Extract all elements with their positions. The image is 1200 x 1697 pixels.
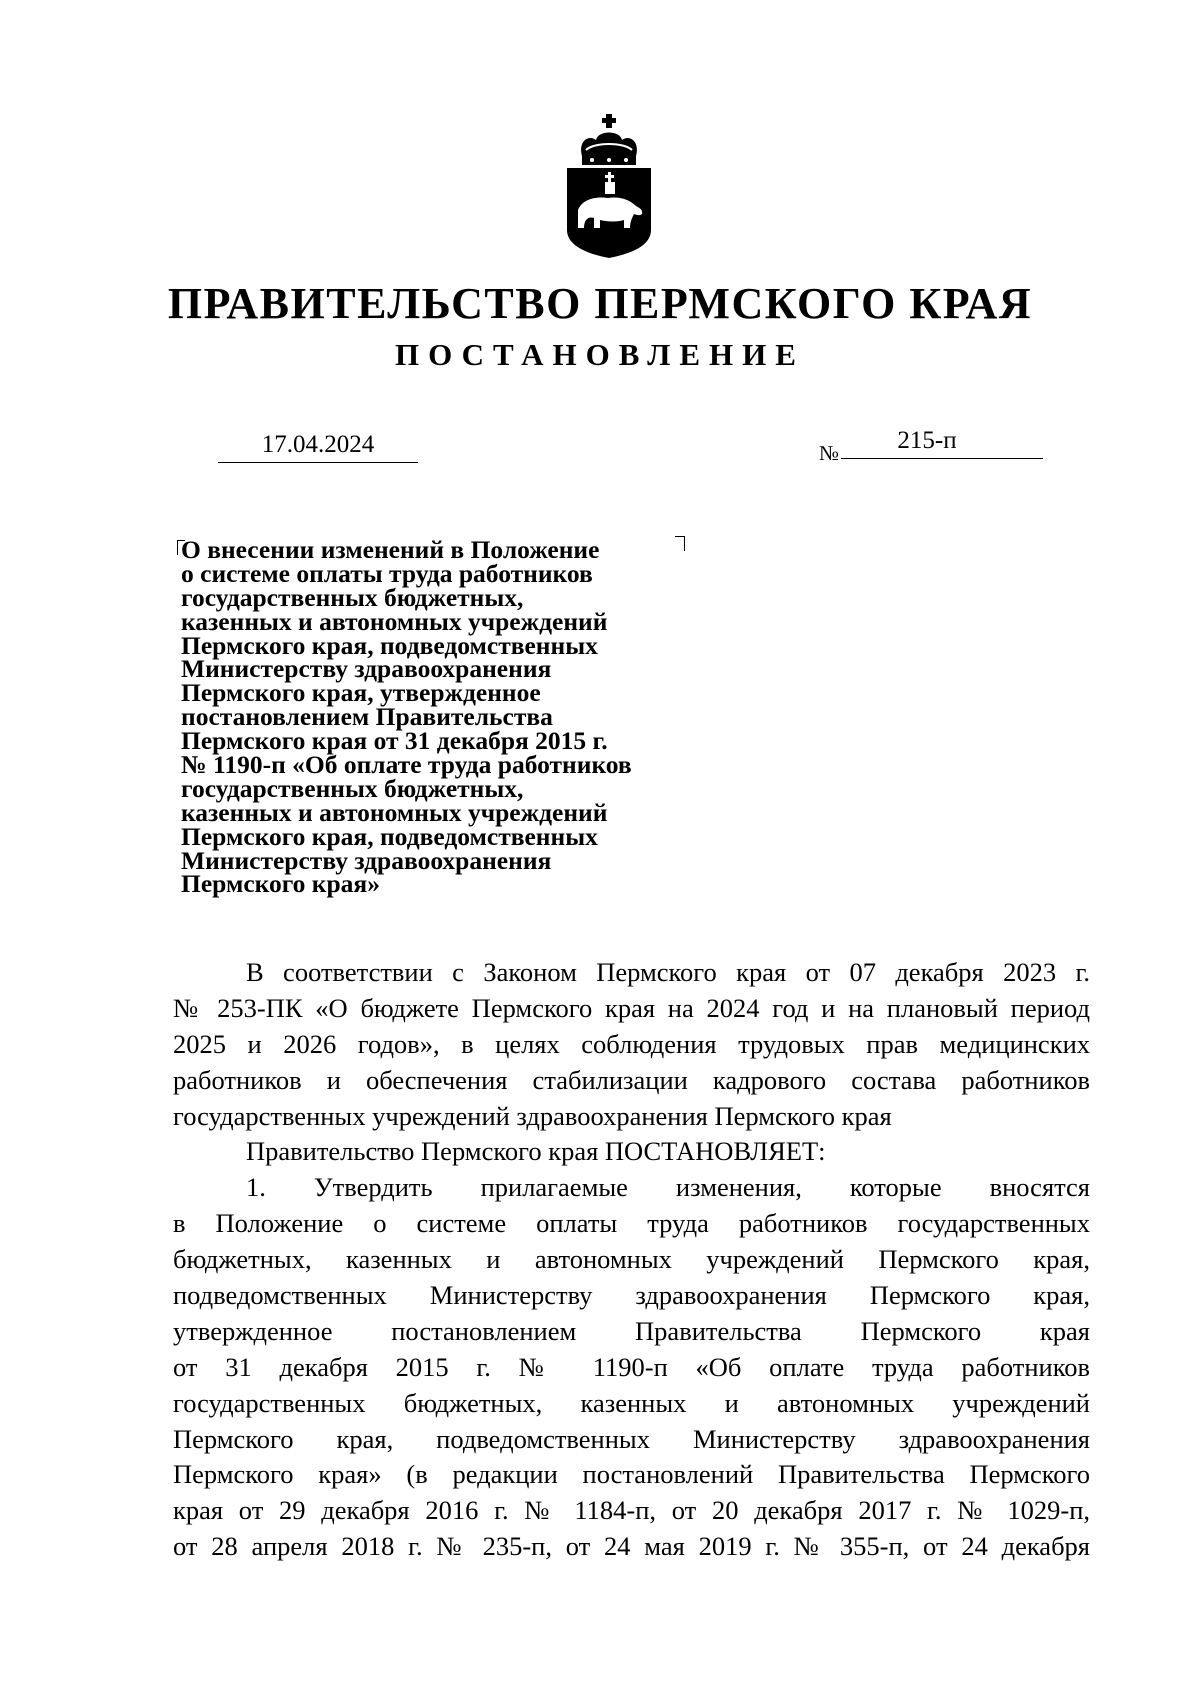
subject-line: казенных и автономных учреждений: [181, 606, 608, 636]
body-line: Пермского края» (в редакции постановлений Правительства Пермского: [173, 1459, 1090, 1490]
document-body: [173, 955, 1090, 1565]
subject-line: государственных бюджетных,: [181, 773, 524, 803]
document-subject: [181, 535, 721, 899]
body-line: В соответствии с Законом Пермского края от 07 декабря 2023 г.: [246, 957, 1090, 987]
body-line: государственных бюджетных, казенных и автономных учреждений: [173, 1387, 1090, 1418]
body-line: бюджетных, казенных и автономных учреждений Пермского края,: [173, 1244, 1090, 1275]
body-line: в Положение о системе оплаты труда работников государственных: [173, 1208, 1090, 1239]
document-date: 17.04.2024: [261, 431, 375, 458]
subject-line: Пермского края от 31 декабря 2015 г.: [181, 726, 608, 756]
body-line: утвержденное постановлением Правительства Пермского края: [173, 1315, 1090, 1346]
subject-line: Министерству здравоохранения: [181, 845, 552, 875]
organization-title: ПРАВИТЕЛЬСТВО ПЕРМСКОГО КРАЯ: [167, 279, 1033, 328]
body-line: Пермского края, подведомственных Министерству здравоохранения: [173, 1423, 1090, 1454]
body-line: от 28 апреля 2018 г. № 235-п, от 24 мая 2019 г. № 355-п, от 24 декабря: [173, 1531, 1090, 1562]
document-number-field: [841, 424, 1043, 459]
body-line: 2025 и 2026 годов», в целях соблюдения трудовых прав медицинских: [173, 1028, 1090, 1059]
subject-line: О внесении изменений в Положение: [181, 535, 600, 564]
body-line: подведомственных Министерству здравоохранения Пермского края,: [173, 1280, 1090, 1311]
subject-line: Пермского края, подведомственных: [181, 630, 598, 660]
subject-line: постановлением Правительства: [181, 702, 553, 732]
body-line: государственных учреждений здравоохранения Пермского края: [173, 1100, 892, 1131]
document-type-title: ПОСТАНОВЛЕНИЕ: [395, 337, 805, 372]
body-line: № 253-ПК «О бюджете Пермского края на 2024 год и на плановый период: [173, 992, 1090, 1023]
body-line: работников и обеспечения стабилизации кадрового состава работников: [173, 1064, 1090, 1095]
body-line: 1. Утвердить прилагаемые изменения, которые вносятся: [246, 1172, 1090, 1203]
subject-line: о системе оплаты труда работников: [181, 558, 593, 588]
body-line: от 31 декабря 2015 г. № 1190-п «Об оплате труда работников: [173, 1351, 1090, 1382]
body-line: края от 29 декабря 2016 г. № 1184-п, от 20 декабря 2017 г. № 1029-п,: [173, 1495, 1090, 1526]
subject-line: казенных и автономных учреждений: [181, 797, 608, 827]
document-number: 215-п: [897, 427, 957, 454]
number-sign: №: [819, 441, 840, 465]
document-date-field: [218, 428, 418, 463]
subject-line: Министерству здравоохранения: [181, 654, 552, 684]
subject-line: Пермского края, подведомственных: [181, 821, 598, 851]
perm-krai-coat-of-arms-icon: [564, 112, 654, 260]
subject-line: № 1190-п «Об оплате труда работников: [181, 750, 632, 780]
subject-line: Пермского края»: [181, 869, 380, 899]
subject-line: Пермского края, утвержденное: [181, 678, 541, 708]
body-line: Правительство Пермского края ПОСТАНОВЛЯЕТ:: [246, 1136, 826, 1167]
subject-line: государственных бюджетных,: [181, 582, 524, 612]
